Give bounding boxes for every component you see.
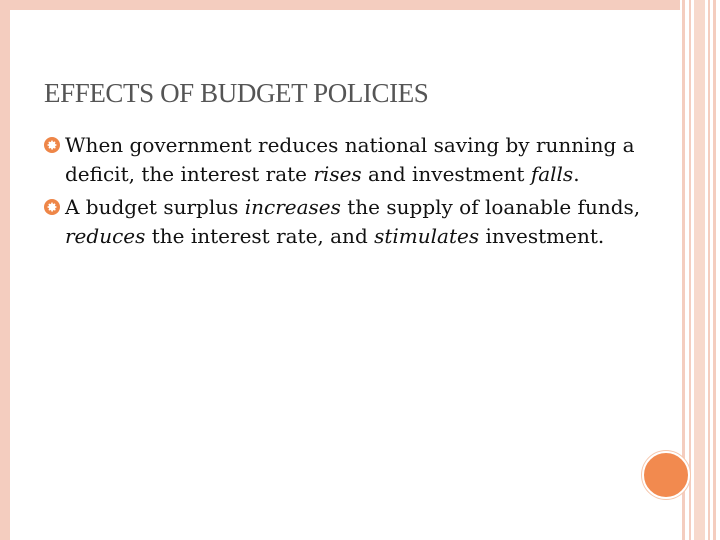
frame-top-border [0,0,720,10]
bullet-text-emphasis: stimulates [374,224,480,248]
bullet-text-run: the supply of loanable funds, [340,195,641,219]
bullet-item [44,193,664,251]
bullet-text-run: and investment [361,162,531,186]
frame-stripe [713,0,716,540]
frame-stripe [689,0,691,540]
bullet-item [44,131,664,189]
bullet-text-emphasis: rises [313,162,362,186]
bullet-text-run: A budget surplus [65,195,245,219]
bullet-text-run: When government reduces national saving by running a deficit, the interest rate [65,133,635,186]
slide-title: EFFECTS OF BUDGET POLICIES [44,78,429,108]
bullet-text-run: the interest rate, and [145,224,375,248]
gear-icon [44,199,60,215]
bullet-text-run: investment. [479,224,605,248]
bullet-text [65,195,640,248]
frame-left-border [0,0,10,540]
bullet-text [65,133,635,186]
frame-stripe [708,0,710,540]
bullet-list [44,131,664,255]
bullet-text-emphasis: falls [530,162,574,186]
bullet-text-run: . [573,162,580,186]
decorative-circle [642,451,690,499]
bullet-text-emphasis: increases [244,195,341,219]
bullet-text-emphasis: reduces [65,224,146,248]
gear-icon [44,137,60,153]
frame-stripe [694,0,705,540]
